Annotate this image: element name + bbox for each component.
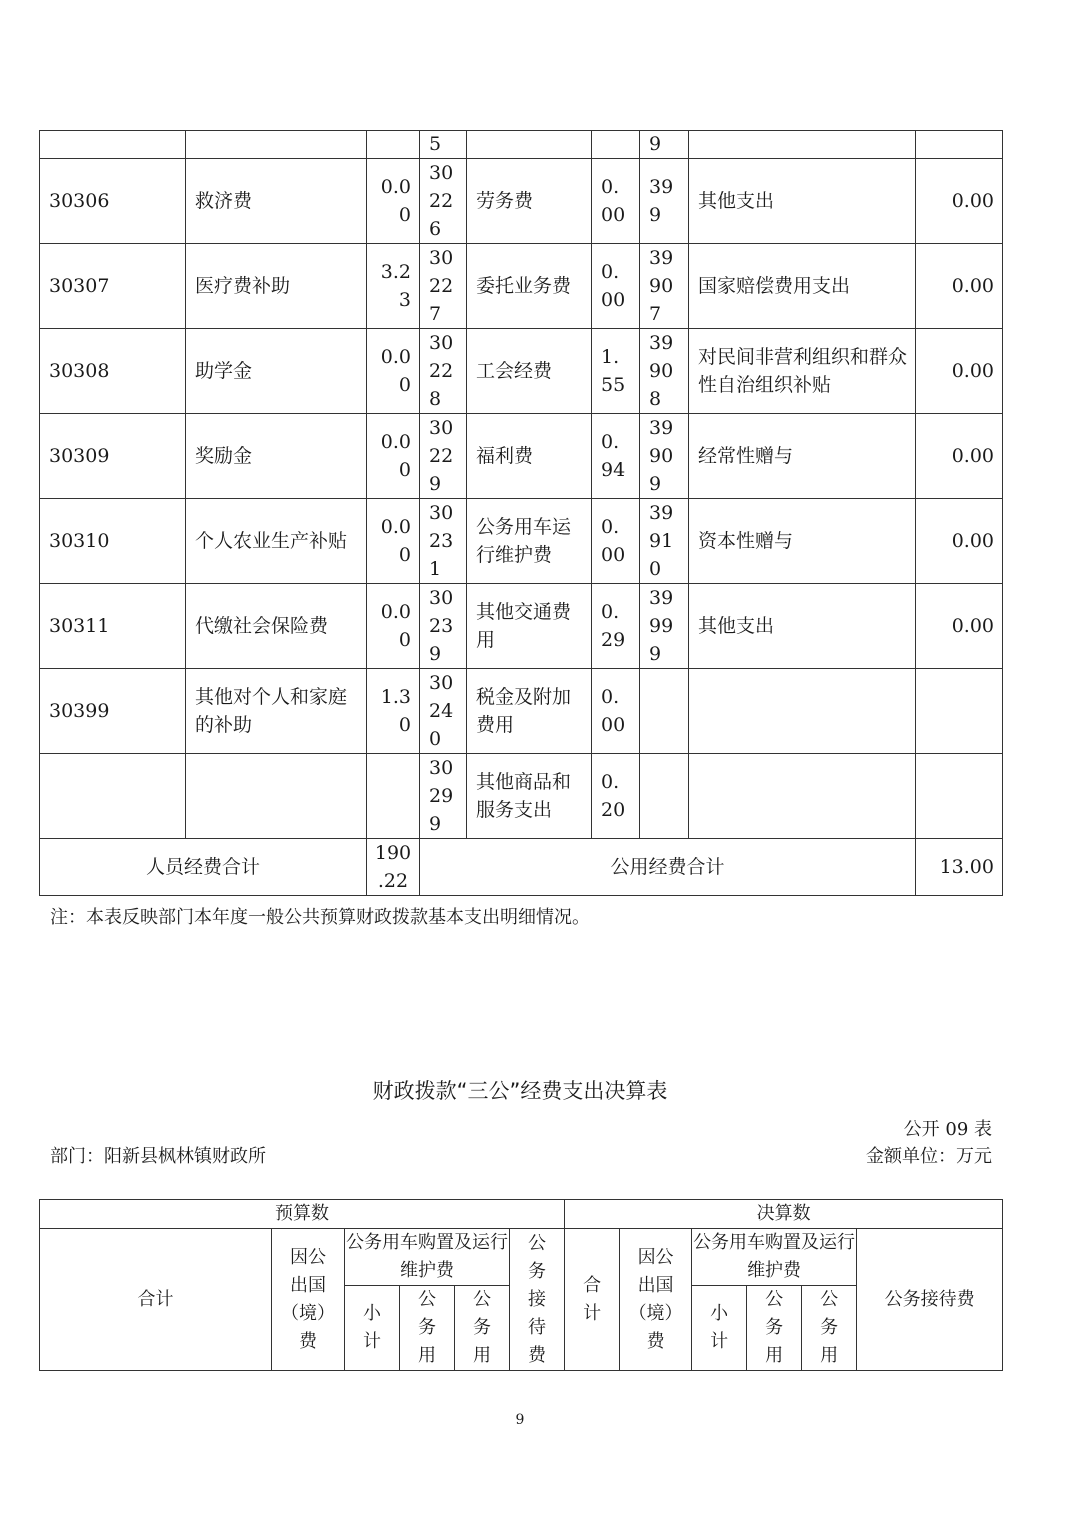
personnel-amount-cell: 0.0 0: [367, 329, 420, 414]
final-vehicle-purchase-header: 公 务 用: [747, 1286, 802, 1371]
public-amount-cell: [592, 131, 640, 159]
personnel-item-cell: [186, 754, 367, 839]
public-item-cell: 税金及附加费用: [467, 669, 592, 754]
personnel-item-cell: 助学金: [186, 329, 367, 414]
public-amount-cell: 0. 00: [592, 669, 640, 754]
personnel-amount-cell: 0.0 0: [367, 414, 420, 499]
personnel-item-cell: 救济费: [186, 159, 367, 244]
other-item-cell: 经常性赠与: [689, 414, 916, 499]
form-number: 公开 09 表: [903, 1119, 992, 1140]
budget-vehicle-subtotal-header: 小 计: [345, 1286, 400, 1371]
personnel-code-cell: 30311: [40, 584, 186, 669]
budget-reception-header: 公 务 接 待 费: [510, 1229, 565, 1371]
department-label: 部门：阳新县枫林镇财政所: [50, 1146, 266, 1167]
other-item-cell: 资本性赠与: [689, 499, 916, 584]
personnel-amount-cell: 0.0 0: [367, 159, 420, 244]
personnel-total-label: 人员经费合计: [40, 839, 367, 896]
public-item-cell: 福利费: [467, 414, 592, 499]
other-code-cell: 39 90 8: [640, 329, 689, 414]
public-item-cell: 委托业务费: [467, 244, 592, 329]
other-amount-cell: 0.00: [916, 244, 1003, 329]
personnel-item-cell: 代缴社会保险费: [186, 584, 367, 669]
final-header: 决算数: [565, 1200, 1003, 1229]
personnel-code-cell: 30310: [40, 499, 186, 584]
final-vehicle-subtotal-header: 小 计: [692, 1286, 747, 1371]
other-code-cell: 39 90 7: [640, 244, 689, 329]
other-amount-cell: [916, 131, 1003, 159]
public-total-label: 公用经费合计: [420, 839, 916, 896]
other-amount-cell: 0.00: [916, 584, 1003, 669]
table-row: [40, 329, 1003, 414]
personnel-code-cell: [40, 754, 186, 839]
personnel-amount-cell: 1.3 0: [367, 669, 420, 754]
page-number: 9: [515, 1412, 525, 1428]
public-code-cell: 30 23 1: [420, 499, 467, 584]
personnel-amount-cell: 0.0 0: [367, 499, 420, 584]
public-amount-cell: 0. 00: [592, 244, 640, 329]
table-title: 财政拨款“三公”经费支出决算表: [372, 1079, 668, 1103]
personnel-item-cell: 个人农业生产补贴: [186, 499, 367, 584]
public-item-cell: 工会经费: [467, 329, 592, 414]
personnel-item-cell: 奖励金: [186, 414, 367, 499]
personnel-code-cell: 30307: [40, 244, 186, 329]
budget-header: 预算数: [40, 1200, 565, 1229]
public-code-cell: 5: [420, 131, 467, 159]
basic-expenditure-detail-table: [39, 130, 1003, 896]
other-code-cell: [640, 669, 689, 754]
other-amount-cell: 0.00: [916, 329, 1003, 414]
public-amount-cell: 0. 00: [592, 499, 640, 584]
public-code-cell: 30 29 9: [420, 754, 467, 839]
totals-row: [40, 839, 1003, 896]
table-row: [40, 499, 1003, 584]
public-code-cell: 30 22 8: [420, 329, 467, 414]
personnel-item-cell: 医疗费补助: [186, 244, 367, 329]
table-note: 注：本表反映部门本年度一般公共预算财政拨款基本支出明细情况。: [50, 907, 590, 928]
other-code-cell: 39 91 0: [640, 499, 689, 584]
other-code-cell: 39 90 9: [640, 414, 689, 499]
other-item-cell: [689, 754, 916, 839]
other-amount-cell: [916, 754, 1003, 839]
public-code-cell: 30 23 9: [420, 584, 467, 669]
final-abroad-header: 因公 出国 （境） 费: [620, 1229, 692, 1371]
personnel-code-cell: 30309: [40, 414, 186, 499]
personnel-code-cell: 30399: [40, 669, 186, 754]
table-row: [40, 159, 1003, 244]
final-vehicle-header: 公务用车购置及运行维护费: [692, 1229, 857, 1286]
public-item-cell: 劳务费: [467, 159, 592, 244]
public-amount-cell: 0. 20: [592, 754, 640, 839]
personnel-item-cell: [186, 131, 367, 159]
other-amount-cell: 0.00: [916, 414, 1003, 499]
public-code-cell: 30 24 0: [420, 669, 467, 754]
table-row: [40, 131, 1003, 159]
three-public-expenditure-table: [39, 1199, 1003, 1371]
final-reception-header: 公务接待费: [857, 1229, 1003, 1371]
public-code-cell: 30 22 7: [420, 244, 467, 329]
budget-abroad-header: 因公 出国 （境） 费: [272, 1229, 345, 1371]
personnel-amount-cell: [367, 754, 420, 839]
budget-total-header: 合计: [40, 1229, 272, 1371]
other-item-cell: [689, 669, 916, 754]
other-amount-cell: [916, 669, 1003, 754]
public-code-cell: 30 22 6: [420, 159, 467, 244]
public-item-cell: 其他交通费用: [467, 584, 592, 669]
other-amount-cell: 0.00: [916, 159, 1003, 244]
public-amount-cell: 1. 55: [592, 329, 640, 414]
public-amount-cell: 0. 94: [592, 414, 640, 499]
budget-vehicle-header: 公务用车购置及运行维护费: [345, 1229, 510, 1286]
personnel-amount-cell: [367, 131, 420, 159]
final-total-header: 合 计: [565, 1229, 620, 1371]
other-code-cell: [640, 754, 689, 839]
amount-unit-label: 金额单位：万元: [866, 1146, 992, 1167]
personnel-amount-cell: 0.0 0: [367, 584, 420, 669]
public-item-cell: 公务用车运行维护费: [467, 499, 592, 584]
other-item-cell: 其他支出: [689, 584, 916, 669]
public-item-cell: 其他商品和服务支出: [467, 754, 592, 839]
other-code-cell: 9: [640, 131, 689, 159]
personnel-code-cell: 30308: [40, 329, 186, 414]
personnel-code-cell: 30306: [40, 159, 186, 244]
public-code-cell: 30 22 9: [420, 414, 467, 499]
final-vehicle-operation-header: 公 务 用: [802, 1286, 857, 1371]
table-row: [40, 584, 1003, 669]
personnel-amount-cell: 3.2 3: [367, 244, 420, 329]
public-item-cell: [467, 131, 592, 159]
other-code-cell: 39 99 9: [640, 584, 689, 669]
other-amount-cell: 0.00: [916, 499, 1003, 584]
table-row: [40, 669, 1003, 754]
table-row: [40, 414, 1003, 499]
budget-vehicle-operation-header: 公 务 用: [455, 1286, 510, 1371]
table-row: [40, 754, 1003, 839]
personnel-code-cell: [40, 131, 186, 159]
personnel-item-cell: 其他对个人和家庭的补助: [186, 669, 367, 754]
other-code-cell: 39 9: [640, 159, 689, 244]
public-amount-cell: 0. 29: [592, 584, 640, 669]
other-item-cell: 对民间非营利组织和群众性自治组织补贴: [689, 329, 916, 414]
table-row: [40, 244, 1003, 329]
personnel-total-value: 190 .22: [367, 839, 420, 896]
public-total-value: 13.00: [916, 839, 1003, 896]
public-amount-cell: 0. 00: [592, 159, 640, 244]
budget-vehicle-purchase-header: 公 务 用: [400, 1286, 455, 1371]
other-item-cell: 其他支出: [689, 159, 916, 244]
other-item-cell: [689, 131, 916, 159]
other-item-cell: 国家赔偿费用支出: [689, 244, 916, 329]
